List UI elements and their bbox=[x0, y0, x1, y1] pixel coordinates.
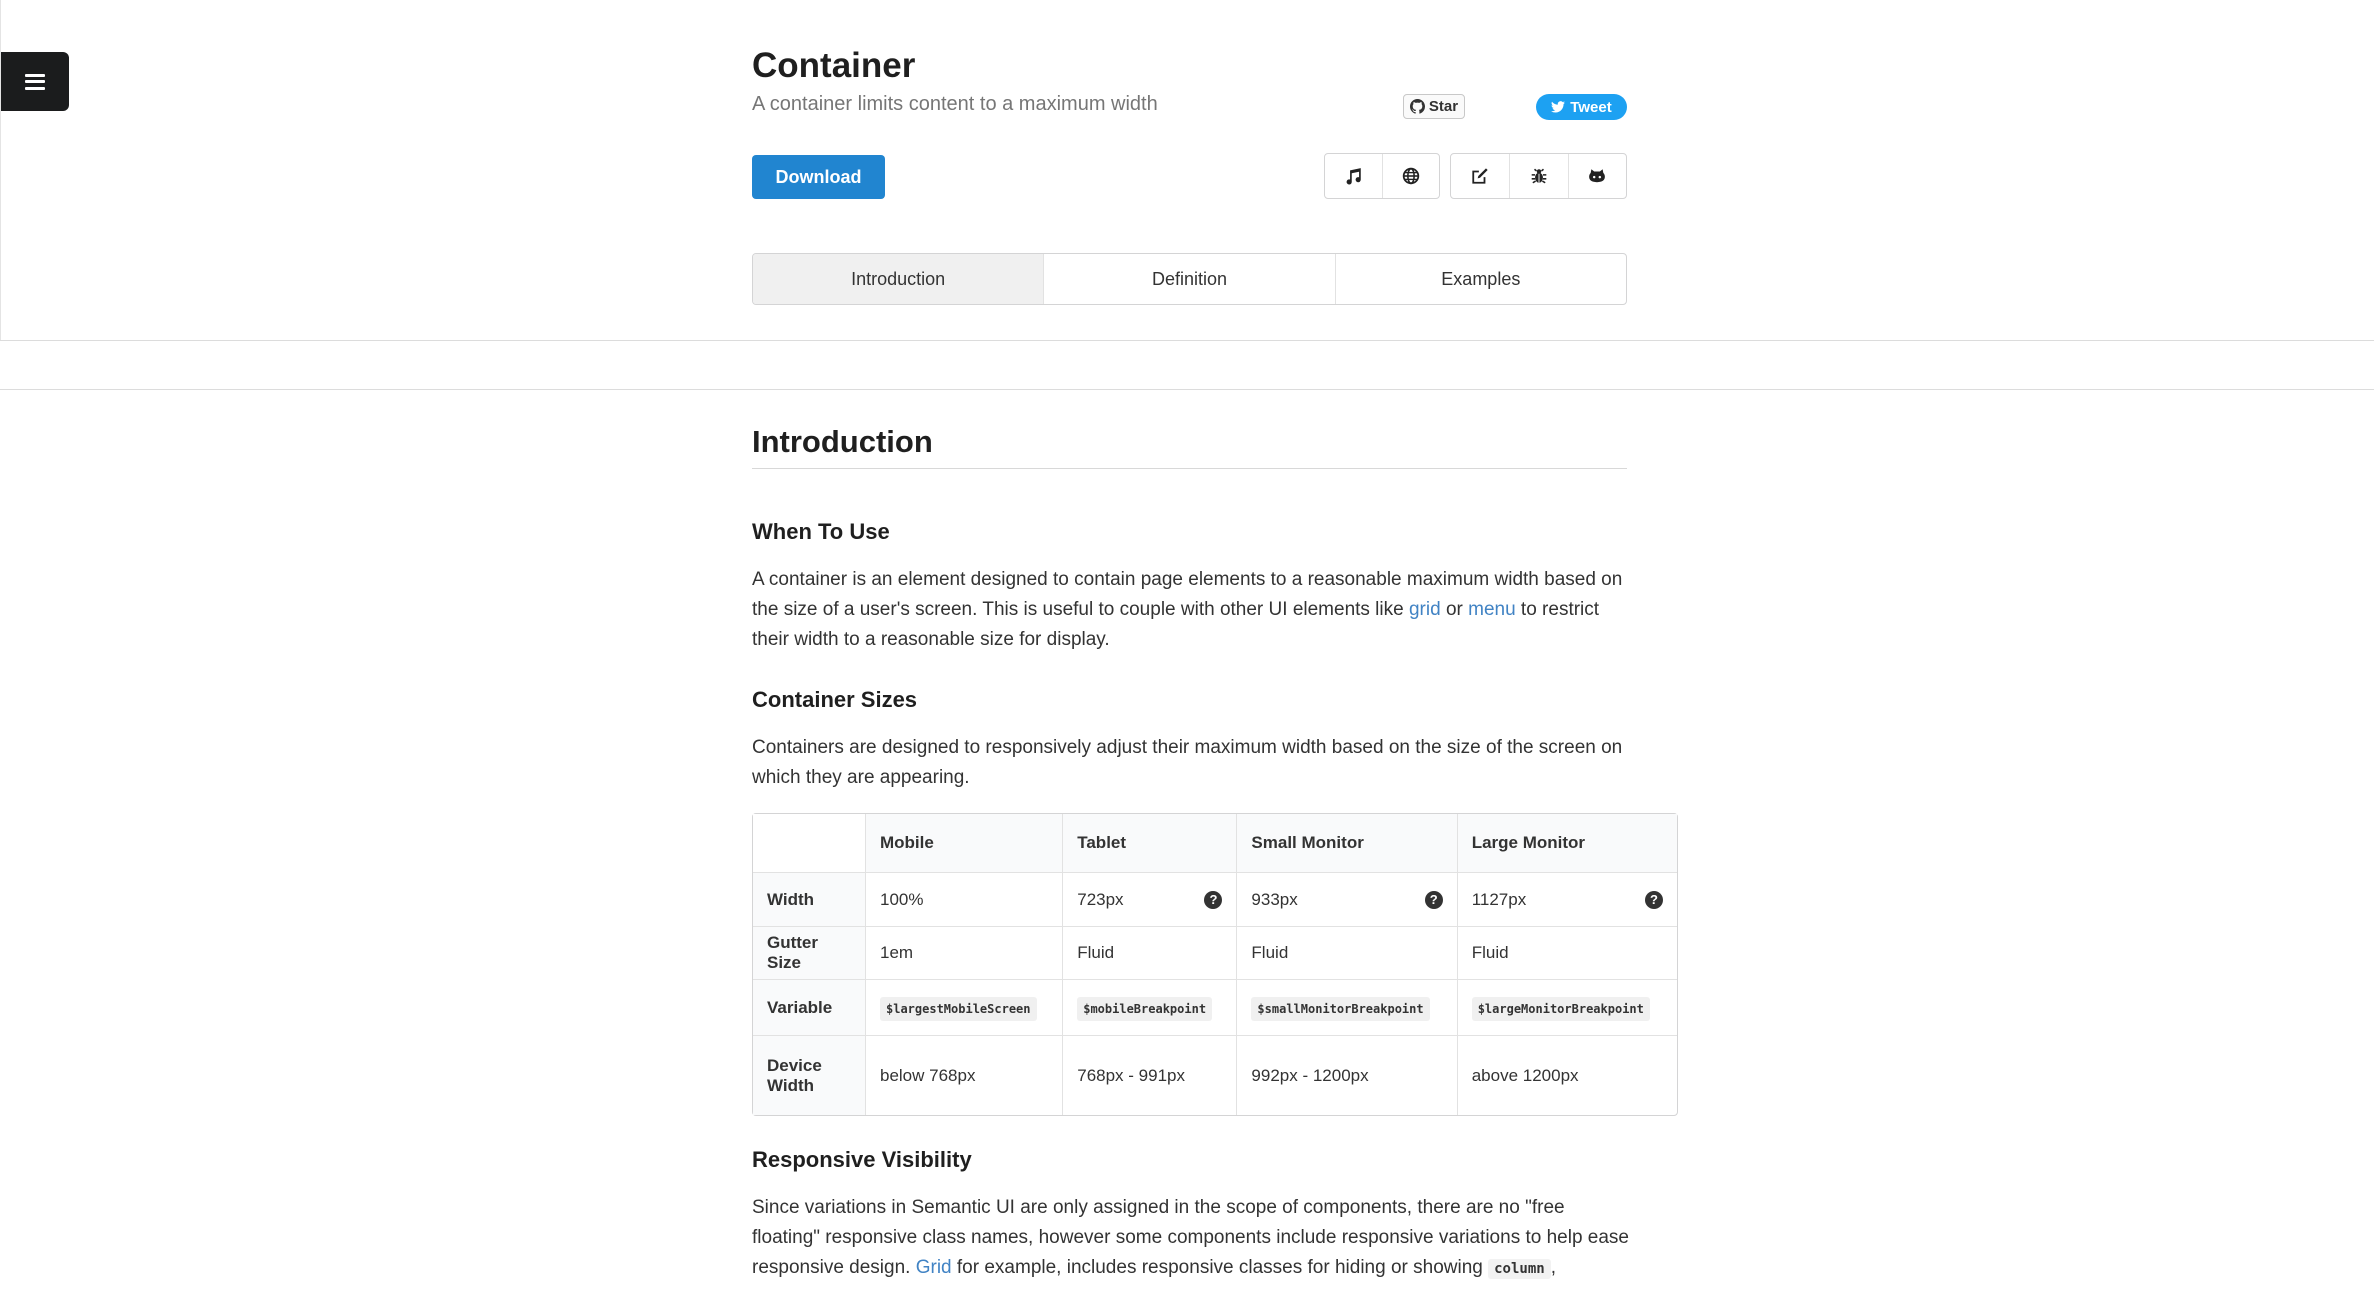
row-header: Gutter Size bbox=[753, 926, 865, 979]
grid-link[interactable]: Grid bbox=[915, 1257, 952, 1278]
table-cell: above 1200px bbox=[1457, 1035, 1677, 1115]
tweet-button[interactable] bbox=[1536, 94, 1627, 120]
table-cell: 1em bbox=[865, 926, 1062, 979]
container-sizes-text: Containers are designed to responsively adjust their maximum width based on the size of the screen on which they are appearing. bbox=[752, 737, 1623, 788]
star-label: Star bbox=[1428, 98, 1459, 115]
table-cell: 723px ? bbox=[1062, 872, 1236, 925]
column-code: column bbox=[1488, 1259, 1551, 1279]
table-cell: 933px ? bbox=[1236, 872, 1456, 925]
edit-button[interactable] bbox=[1451, 154, 1509, 198]
row-header: Device Width bbox=[753, 1035, 865, 1115]
table-cell bbox=[865, 979, 1062, 1035]
variable-code: $largestMobileScreen bbox=[880, 997, 1037, 1021]
tab-introduction[interactable]: Introduction bbox=[753, 254, 1043, 304]
grid-link[interactable]: grid bbox=[1408, 599, 1441, 620]
table-cell: Fluid bbox=[1062, 926, 1236, 979]
edit-icon bbox=[1471, 167, 1489, 185]
divider bbox=[0, 0, 1, 340]
responsive-visibility-heading: Responsive Visibility bbox=[752, 1147, 972, 1172]
icon-button-group bbox=[1450, 153, 1627, 199]
divider bbox=[0, 340, 2374, 341]
table-cell bbox=[1236, 979, 1456, 1035]
table-cell: 768px - 991px bbox=[1062, 1035, 1236, 1115]
language-button[interactable] bbox=[1382, 154, 1439, 198]
sidebar-menu-button[interactable] bbox=[0, 52, 69, 111]
github-icon bbox=[1410, 99, 1425, 114]
variable-code: $largeMonitorBreakpoint bbox=[1472, 997, 1650, 1021]
github-alt-icon bbox=[1588, 167, 1606, 185]
question-circle-icon[interactable]: ? bbox=[1425, 891, 1443, 909]
hamburger-icon bbox=[25, 74, 45, 90]
column-header: Tablet bbox=[1062, 814, 1236, 872]
tab-definition[interactable]: Definition bbox=[1043, 254, 1334, 304]
column-header: Mobile bbox=[865, 814, 1062, 872]
table-cell bbox=[1457, 979, 1677, 1035]
when-to-use-heading: When To Use bbox=[752, 519, 890, 544]
table-row bbox=[753, 872, 1677, 925]
table-row bbox=[753, 926, 1677, 979]
responsive-visibility-text: Since variations in Semantic UI are only assigned in the scope of components, there are no "free floating" responsive class names, however some components include responsive variations to help ease responsive design. Grid for example, includes responsive classes for hiding or showing column , bbox=[752, 1197, 1629, 1278]
bug-icon bbox=[1530, 167, 1548, 185]
twitter-icon bbox=[1551, 101, 1565, 113]
table-cell: Fluid bbox=[1457, 926, 1677, 979]
container-sizes-table bbox=[752, 813, 1678, 1116]
icon-button-group bbox=[1324, 153, 1440, 199]
table-cell: below 768px bbox=[865, 1035, 1062, 1115]
tab-menu bbox=[752, 253, 1627, 305]
music-button[interactable] bbox=[1325, 154, 1382, 198]
divider bbox=[752, 468, 1627, 469]
variable-code: $smallMonitorBreakpoint bbox=[1251, 997, 1429, 1021]
download-button[interactable]: Download bbox=[752, 155, 885, 199]
table-corner bbox=[753, 814, 865, 872]
variable-code: $mobileBreakpoint bbox=[1077, 997, 1212, 1021]
table-cell: 100% bbox=[865, 872, 1062, 925]
divider bbox=[0, 389, 2374, 390]
container-sizes-heading: Container Sizes bbox=[752, 687, 918, 712]
tweet-label: Tweet bbox=[1570, 98, 1612, 116]
music-icon bbox=[1345, 167, 1363, 185]
question-circle-icon[interactable]: ? bbox=[1645, 891, 1663, 909]
section-title: Introduction bbox=[752, 424, 933, 459]
menu-link[interactable]: menu bbox=[1468, 599, 1516, 620]
github-star-button[interactable] bbox=[1403, 94, 1465, 119]
column-header: Large Monitor bbox=[1457, 814, 1677, 872]
when-to-use-text: A container is an element designed to contain page elements to a reasonable maximum width based on the size of a user's screen. This is useful to couple with other UI elements like grid or menu to restrict their width to a reasonable size for display. bbox=[752, 569, 1623, 650]
table-row bbox=[753, 979, 1677, 1035]
table-cell: 1127px ? bbox=[1457, 872, 1677, 925]
report-bug-button[interactable] bbox=[1509, 154, 1567, 198]
table-cell: 992px - 1200px bbox=[1236, 1035, 1456, 1115]
page-subtitle: A container limits content to a maximum width bbox=[752, 93, 1158, 115]
globe-icon bbox=[1402, 167, 1420, 185]
table-cell: Fluid bbox=[1236, 926, 1456, 979]
column-header: Small Monitor bbox=[1236, 814, 1456, 872]
table-cell bbox=[1062, 979, 1236, 1035]
table-row bbox=[753, 1035, 1677, 1115]
row-header: Variable bbox=[753, 979, 865, 1035]
page-title: Container bbox=[752, 46, 916, 85]
row-header: Width bbox=[753, 872, 865, 925]
tab-examples[interactable]: Examples bbox=[1335, 254, 1626, 304]
github-button[interactable] bbox=[1568, 154, 1626, 198]
question-circle-icon[interactable]: ? bbox=[1204, 891, 1222, 909]
